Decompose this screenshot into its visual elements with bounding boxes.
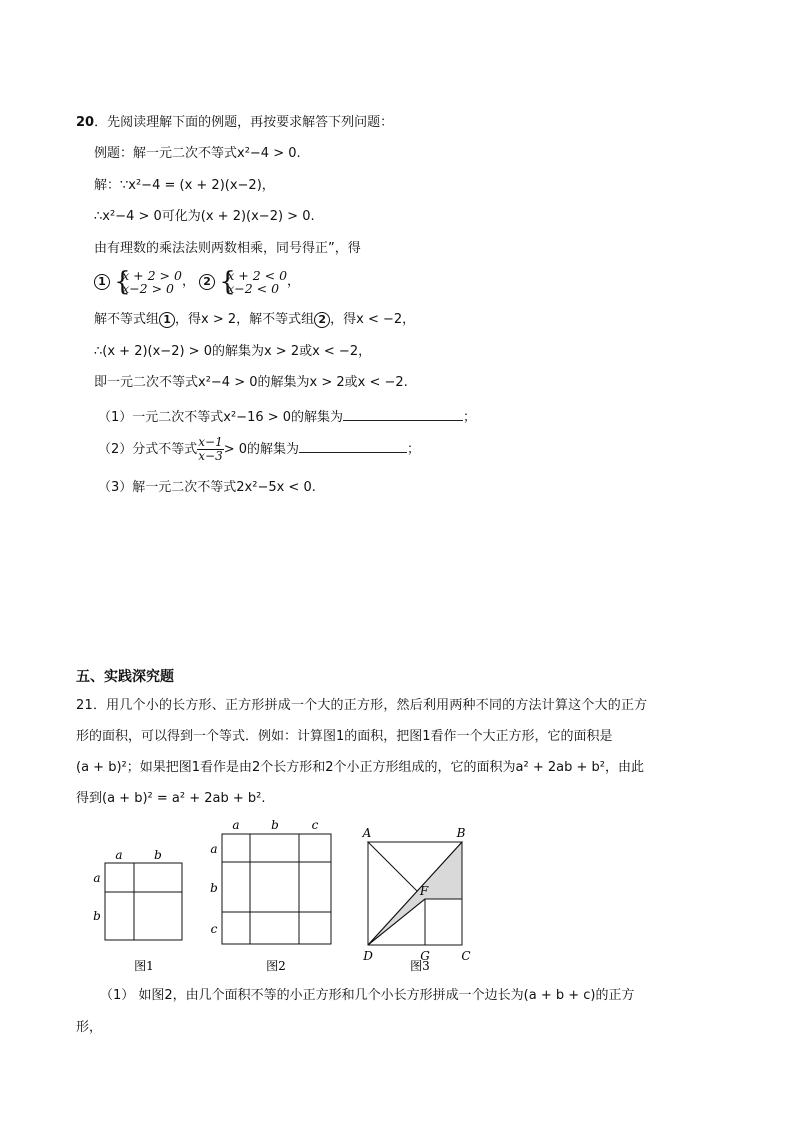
fig2-left-a-label: a <box>210 842 218 856</box>
fig3-label-A: A <box>362 826 372 840</box>
brace-icon: { <box>219 266 236 297</box>
fig2-left-c-label: c <box>210 922 218 936</box>
q20-part1: （1）一元二次不等式x²−16 > 0的解集为 ； <box>98 406 476 427</box>
fig2-caption: 图2 <box>266 959 286 973</box>
fig2-top-c-label: c <box>311 818 319 832</box>
figure-3 <box>362 826 471 973</box>
fig1-left-b-label: b <box>93 909 101 923</box>
figure-1 <box>93 848 182 973</box>
q20-part2: （2）分式不等式 $\frac{x-1}{x-3}$ > 0的解集为 ； <box>98 435 421 463</box>
fraction: $\frac{x-1}{x-3}$ <box>198 435 223 463</box>
fig3-caption: 图3 <box>410 959 430 973</box>
q20-example: 例题：解一元二次不等式x²−4 > 0. <box>94 146 301 161</box>
circled-number-2: 2 <box>314 312 330 328</box>
q20-intro: 20．先阅读理解下面的例题，再按要求解答下列问题： <box>76 115 394 130</box>
q21-line1: 21．用几个小的长方形、正方形拼成一个大的正方形，然后利用两种不同的方法计算这个大的正方 <box>76 698 648 713</box>
fig2-left-b-label: b <box>210 881 218 895</box>
q20-systems: 1 { x + 2 > 0 x−2 > 0 ， 2 { x + 2 < 0 x−2 < 0 ， <box>94 268 300 296</box>
q21-line3: (a + b)²；如果把图1看作是由2个长方形和2个小正方形组成的，它的面积为a² + 2ab + b²，由此 <box>76 760 644 775</box>
fig2-top-a-label: a <box>232 818 240 832</box>
q20-rule: 由有理数的乘法法则两数相乘，同号得正”，得 <box>94 241 361 256</box>
fig1-top-b-label: b <box>154 848 162 862</box>
q21-part1-line2: 形， <box>76 1020 103 1035</box>
inequality-system-1: { x + 2 > 0 x−2 > 0 <box>114 266 182 297</box>
q20-conclusion: 即一元二次不等式x²−4 > 0的解集为x > 2或x < −2. <box>94 375 408 390</box>
brace-icon: { <box>114 266 131 297</box>
q20-solution-line2: ∴x²−4 > 0可化为(x + 2)(x−2) > 0. <box>94 209 315 224</box>
q21-part1-line1: （1） 如图2，由几个面积不等的小正方形和几个小长方形拼成一个边长为(a + b + c)的正方 <box>100 988 635 1003</box>
answer-blank-1[interactable] <box>343 406 463 421</box>
fig1-top-a-label: a <box>115 848 123 862</box>
fig1-caption: 图1 <box>134 959 154 973</box>
figure-2 <box>210 818 331 973</box>
inequality-system-2: { x + 2 < 0 x−2 < 0 <box>219 266 288 297</box>
section-heading: 五、实践深究题 <box>76 669 174 685</box>
answer-blank-2[interactable] <box>299 438 407 453</box>
fig3-label-B: B <box>456 826 466 840</box>
circled-number-1: 1 <box>159 312 175 328</box>
q20-part3: （3）解一元二次不等式2x²−5x < 0. <box>98 480 316 495</box>
fig3-label-F: F <box>419 884 429 898</box>
fig3-label-D: D <box>363 949 373 963</box>
circled-number-1: 1 <box>94 274 110 290</box>
fig1-left-a-label: a <box>93 871 101 885</box>
q20-solution-set: ∴(x + 2)(x−2) > 0的解集为x > 2或x < −2， <box>94 344 372 359</box>
fig3-label-G: G <box>420 949 430 963</box>
q21-line4: 得到(a + b)² = a² + 2ab + b². <box>76 791 266 806</box>
q20-solution-line1: 解：∵x²−4 = (x + 2)(x−2)， <box>94 178 275 193</box>
fig2-top-b-label: b <box>271 818 279 832</box>
fig3-label-C: C <box>461 949 471 963</box>
circled-number-2: 2 <box>199 274 215 290</box>
figures-area <box>0 815 794 975</box>
q20-number: 20 <box>76 115 95 130</box>
q20-solve-systems: 解不等式组 1 ，得x > 2，解不等式组 2 ，得x < −2， <box>94 312 416 327</box>
q21-line2: 形的面积，可以得到一个等式．例如：计算图1的面积，把图1看作一个大正方形，它的面积是 <box>76 729 613 744</box>
